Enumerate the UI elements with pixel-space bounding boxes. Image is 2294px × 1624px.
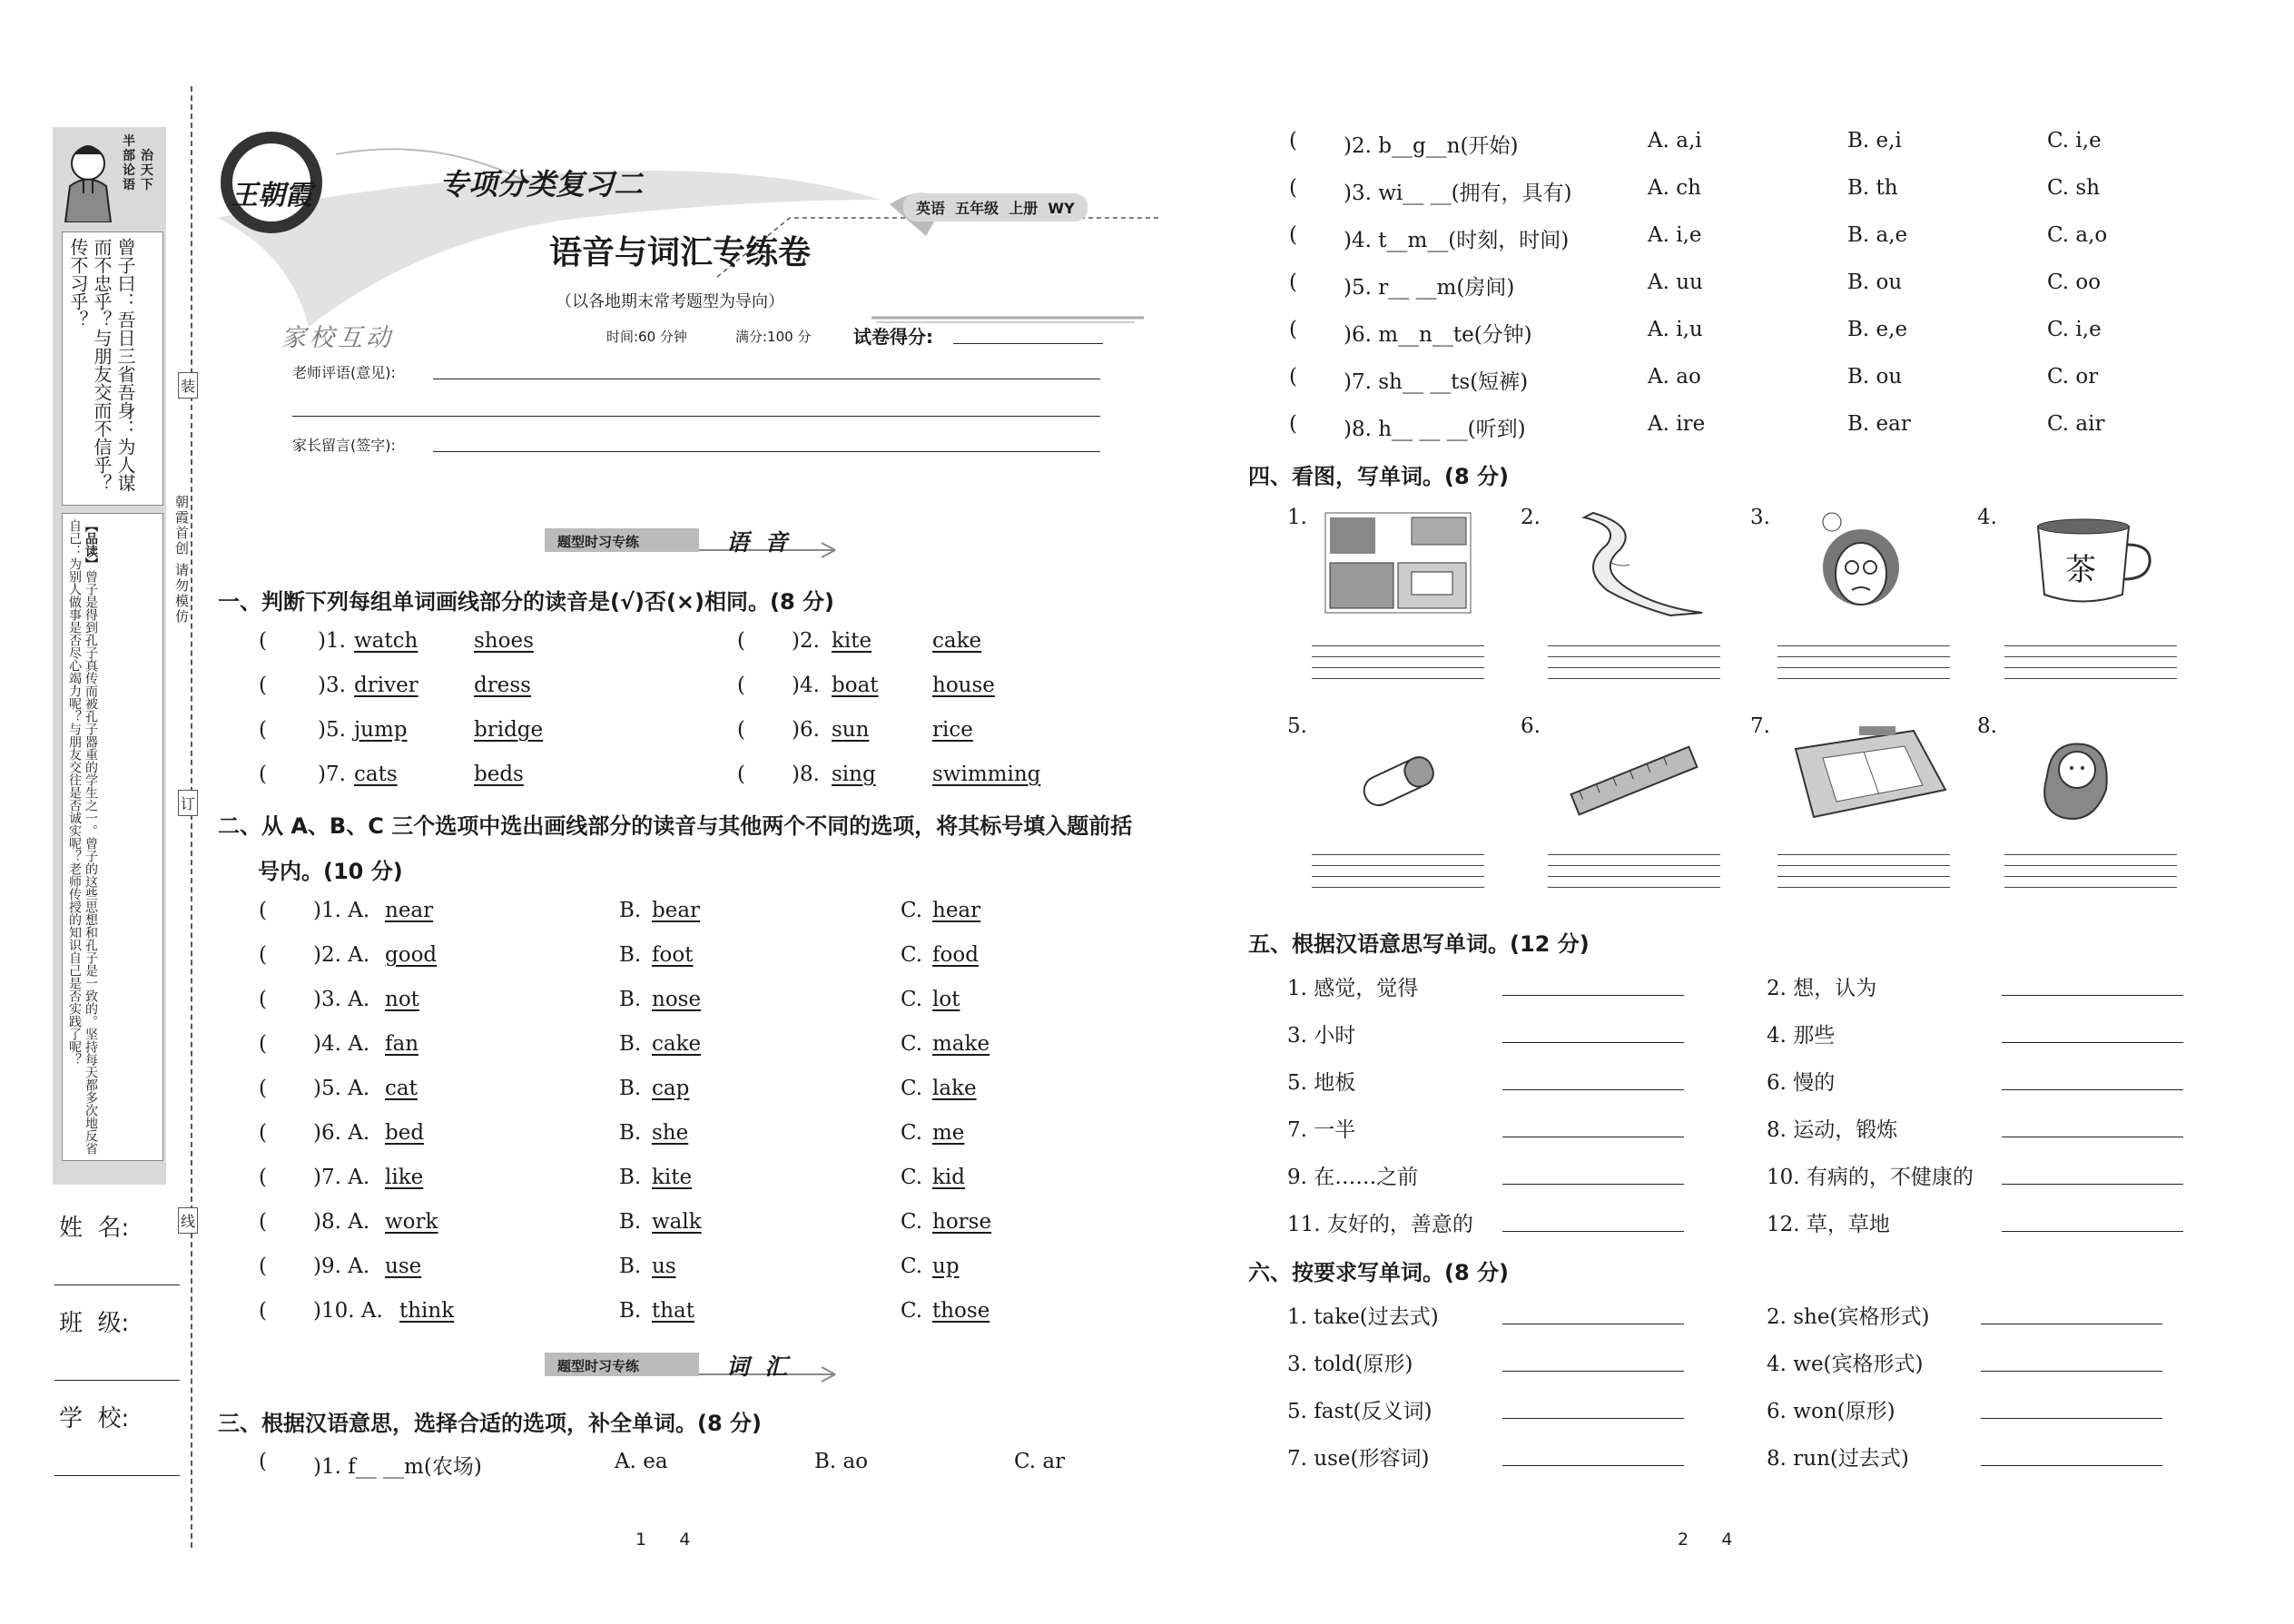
s2-label-c: C.	[901, 1032, 923, 1056]
s2-paren: (	[259, 1210, 267, 1234]
home-school-label: 家校互动	[281, 324, 394, 352]
answer-lines[interactable]	[1312, 635, 1484, 684]
s5-prompt: 12. 草，草地	[1767, 1213, 1890, 1236]
s5-answer-field[interactable]	[1502, 1184, 1684, 1185]
s3-option-c: C. air	[2047, 412, 2105, 436]
s1-word: sun	[832, 718, 870, 742]
cut-line	[191, 86, 192, 1548]
s2-num: )10. A.	[313, 1299, 383, 1323]
s1-word: bridge	[474, 718, 544, 742]
s1-item: (	[737, 718, 745, 742]
s3-option-b: B. th	[1847, 176, 1898, 200]
s2-label-b: B.	[619, 1255, 642, 1278]
banner-tag: 题型时习专练	[557, 1358, 640, 1374]
s2-label-b: B.	[619, 943, 642, 967]
section5-title: 五、根据汉语意思写单词。(12 分)	[1248, 931, 1590, 957]
s2-option-c: those	[932, 1299, 990, 1323]
score-field[interactable]	[953, 343, 1103, 344]
pic-num: 6.	[1521, 714, 1541, 738]
s5-prompt: 11. 友好的，善意的	[1287, 1213, 1473, 1236]
s5-answer-field[interactable]	[1502, 995, 1684, 996]
s2-option-c: lake	[932, 1077, 977, 1100]
s5-prompt: 7. 一半	[1287, 1118, 1356, 1142]
s3-question: )3. wi__ __(拥有，具有)	[1344, 182, 1572, 205]
s3-paren: (	[1289, 318, 1297, 341]
s2-option-a: fan	[385, 1032, 419, 1056]
section1-title: 一、判断下列每组单词画线部分的读音是(√)否(×)相同。(8 分)	[218, 589, 834, 615]
s5-prompt: 6. 慢的	[1767, 1071, 1836, 1095]
s2-option-a: not	[385, 988, 419, 1011]
s2-option-c: make	[932, 1032, 990, 1056]
s3-option-a: A. uu	[1648, 271, 1703, 294]
cut-mark: 订	[178, 790, 198, 816]
s2-label-b: B.	[619, 1121, 642, 1145]
s3-option-a: A. ch	[1648, 176, 1701, 200]
s2-num: )3. A.	[313, 988, 370, 1011]
s2-option-b: cake	[652, 1032, 702, 1056]
sausage-picture	[1321, 726, 1475, 835]
s1-word: beds	[474, 763, 524, 786]
s1-word: boat	[832, 674, 879, 697]
s1-word: shoes	[474, 629, 534, 653]
s2-paren: (	[259, 1166, 267, 1189]
s6-answer-field[interactable]	[1981, 1465, 2162, 1466]
s2-num: )2. A.	[313, 943, 370, 967]
s1-item: (	[737, 674, 745, 697]
s3-option-b: B. e,i	[1847, 129, 1902, 153]
banner-vocab: 词 汇	[726, 1353, 788, 1380]
s2-option-b: walk	[652, 1210, 702, 1234]
s1-item: (	[259, 674, 267, 697]
kitchen-picture	[1321, 508, 1475, 617]
answer-lines[interactable]	[1777, 635, 1950, 684]
school-field[interactable]	[54, 1475, 180, 1476]
s3-question: )5. r__ __m(房间)	[1344, 276, 1515, 300]
s1-word: kite	[832, 629, 872, 653]
s1-item: (	[259, 763, 267, 786]
s1-word: cats	[354, 763, 398, 786]
s1-num: )2.	[792, 629, 820, 653]
s2-num: )4. A.	[313, 1032, 370, 1056]
reading-label: 【品读】	[84, 519, 98, 570]
s2-option-c: hear	[932, 899, 981, 922]
s2-paren: (	[259, 899, 267, 922]
parent-comment-line[interactable]	[433, 451, 1100, 452]
brand-name: 王朝霞	[231, 180, 312, 212]
exam-time: 时间:60 分钟	[606, 329, 687, 345]
s3-option-a: A. a,i	[1648, 129, 1702, 153]
s3-option-b: B. a,e	[1847, 223, 1908, 247]
s3-option-b: B. ear	[1847, 412, 1911, 436]
tea-char: 茶	[2065, 552, 2096, 588]
s3-option-b: B. e,e	[1847, 318, 1908, 341]
s2-option-b: kite	[652, 1166, 693, 1189]
s5-answer-field[interactable]	[1502, 1042, 1684, 1043]
section6-title: 六、按要求写单词。(8 分)	[1248, 1260, 1509, 1285]
s1-word: sing	[832, 763, 876, 786]
s2-label-c: C.	[901, 899, 923, 922]
s5-answer-field[interactable]	[1502, 1089, 1684, 1090]
s3-option-c: C. ar	[1014, 1450, 1066, 1473]
s2-option-a: good	[385, 943, 438, 967]
s3-question: )1. f__ __m(农场)	[313, 1455, 482, 1479]
s5-answer-field[interactable]	[2002, 1184, 2183, 1185]
s6-prompt: 4. we(宾格形式)	[1767, 1353, 1924, 1376]
s1-item: (	[259, 718, 267, 742]
s2-paren: (	[259, 1121, 267, 1145]
s2-label-c: C.	[901, 1077, 923, 1100]
s2-option-c: up	[932, 1255, 960, 1278]
section2-title-cont: 号内。(10 分)	[258, 859, 403, 884]
vocab-banner	[545, 1349, 849, 1385]
s5-prompt: 9. 在……之前	[1287, 1166, 1419, 1189]
s2-option-b: cap	[652, 1077, 690, 1100]
s5-answer-field[interactable]	[2002, 1089, 2183, 1090]
s1-num: )6.	[792, 718, 820, 742]
answer-lines[interactable]	[1548, 635, 1720, 684]
s3-option-b: B. ao	[814, 1450, 869, 1473]
s6-answer-field[interactable]	[1981, 1371, 2162, 1372]
s2-paren: (	[259, 1077, 267, 1100]
s3-option-c: C. sh	[2047, 176, 2101, 200]
name-field-label: 姓 名:	[59, 1215, 130, 1242]
pic-num: 3.	[1750, 506, 1770, 529]
s1-num: )3.	[318, 674, 346, 697]
motto-title: 半 部 论 语 治 天 下	[123, 134, 153, 192]
s2-label-b: B.	[619, 1077, 642, 1100]
s6-answer-field[interactable]	[1502, 1465, 1684, 1466]
s2-option-a: cat	[385, 1077, 418, 1100]
playground-picture	[1777, 722, 1950, 826]
s6-answer-field[interactable]	[1502, 1418, 1684, 1419]
angry-woman-picture	[1788, 508, 1943, 617]
answer-lines[interactable]	[1777, 844, 1950, 893]
s2-num: )6. A.	[313, 1121, 370, 1145]
s6-prompt: 7. use(形容词)	[1287, 1447, 1430, 1471]
s2-option-b: nose	[652, 988, 702, 1011]
s2-option-c: lot	[932, 988, 960, 1011]
s5-prompt: 10. 有病的，不健康的	[1767, 1166, 1974, 1189]
s2-label-b: B.	[619, 899, 642, 922]
s2-option-b: foot	[652, 943, 694, 967]
s2-label-c: C.	[901, 1255, 923, 1278]
s3-question: )4. t__m__(时刻，时间)	[1344, 229, 1570, 252]
s1-num: )5.	[318, 718, 346, 742]
pic-num: 4.	[1977, 506, 1997, 529]
teacher-comment-label: 老师评语(意见):	[292, 364, 396, 381]
s2-option-b: us	[652, 1255, 676, 1278]
s2-option-c: food	[932, 943, 979, 967]
page-title: 语音与词汇专练卷	[549, 233, 812, 271]
s1-word: house	[932, 674, 995, 697]
s2-label-c: C.	[901, 1210, 923, 1234]
s6-prompt: 1. take(过去式)	[1287, 1305, 1439, 1329]
s1-num: )8.	[792, 763, 820, 786]
s2-label-b: B.	[619, 988, 642, 1011]
s2-label-c: C.	[901, 1166, 923, 1189]
s3-option-a: A. ea	[615, 1450, 668, 1473]
s2-option-a: bed	[385, 1121, 425, 1145]
s5-prompt: 8. 运动，锻炼	[1767, 1118, 1898, 1142]
s2-label-b: B.	[619, 1032, 642, 1056]
s2-label-b: B.	[619, 1210, 642, 1234]
s1-word: dress	[474, 674, 531, 697]
banner-tag: 题型时习专练	[557, 534, 640, 550]
s5-answer-field[interactable]	[2002, 1042, 2183, 1043]
section2-title: 二、从 A、B、C 三个选项中选出画线部分的读音与其他两个不同的选项，将其标号填入题前括	[218, 813, 1133, 839]
s6-answer-field[interactable]	[1981, 1418, 2162, 1419]
s2-num: )9. A.	[313, 1255, 370, 1278]
s6-answer-field[interactable]	[1502, 1371, 1684, 1372]
s3-option-b: B. ou	[1847, 271, 1903, 294]
s2-option-a: use	[385, 1255, 422, 1278]
s3-paren: (	[1289, 412, 1297, 436]
ruler-picture	[1557, 726, 1711, 835]
s3-paren: (	[1289, 271, 1297, 294]
s2-paren: (	[259, 1255, 267, 1278]
section4-title: 四、看图，写单词。(8 分)	[1248, 464, 1509, 489]
pic-num: 8.	[1977, 714, 1997, 738]
meta-bar: 英语 五年级 上册 WY	[903, 193, 1088, 221]
quote-box	[62, 231, 163, 506]
s1-word: cake	[932, 629, 982, 653]
s2-paren: (	[259, 943, 267, 967]
reading-text: 曾子是得到孔子真传而被孔子器重的学生之一。曾子的这些思想和孔子是一致的。坚持每天都多次地反省自己：为别人做事是否尽心竭力呢？与朋友交往是否诚实呢？老师传授的知识自己是否实践了呢？	[67, 519, 98, 1155]
s1-item: (	[737, 629, 745, 653]
s3-option-c: C. a,o	[2047, 223, 2108, 247]
s6-prompt: 5. fast(反义词)	[1287, 1400, 1433, 1423]
s3-paren: (	[1289, 223, 1297, 247]
confucius-avatar	[56, 132, 120, 222]
s6-prompt: 2. she(宾格形式)	[1767, 1305, 1930, 1329]
s2-option-c: horse	[932, 1210, 992, 1234]
s3-option-b: B. ou	[1847, 365, 1903, 389]
page-number-left: 1 4	[635, 1530, 691, 1550]
series-title: 专项分类复习二	[439, 167, 644, 202]
s2-num: )7. A.	[313, 1166, 370, 1189]
s2-num: )1. A.	[313, 899, 370, 922]
s3-question: )6. m__n__te(分钟)	[1344, 323, 1532, 347]
s6-prompt: 8. run(过去式)	[1767, 1447, 1909, 1471]
subtitle: （以各地期末常考题型为导向）	[556, 292, 784, 311]
s2-label-b: B.	[619, 1299, 642, 1323]
s2-option-a: like	[385, 1166, 424, 1189]
s1-word: rice	[932, 718, 973, 742]
section3-title: 三、根据汉语意思，选择合适的选项，补全单词。(8 分)	[218, 1411, 762, 1436]
s3-option-a: A. ao	[1648, 365, 1701, 389]
s3-option-c: C. i,e	[2047, 318, 2102, 341]
s1-num: )7.	[318, 763, 346, 786]
s3-paren: (	[1289, 365, 1297, 389]
s5-prompt: 2. 想，认为	[1767, 977, 1877, 1000]
answer-lines[interactable]	[1312, 844, 1484, 893]
s2-label-c: C.	[901, 1121, 923, 1145]
s3-option-c: C. or	[2047, 365, 2099, 389]
s6-prompt: 6. won(原形)	[1767, 1400, 1895, 1423]
s5-answer-field[interactable]	[1502, 1231, 1684, 1232]
pic-num: 7.	[1750, 714, 1770, 738]
parent-comment-label: 家长留言(签字):	[292, 437, 396, 454]
s1-word: swimming	[932, 763, 1041, 786]
s3-question: )2. b__g__n(开始)	[1344, 134, 1519, 158]
s5-answer-field[interactable]	[2002, 1231, 2183, 1232]
s2-option-a: work	[385, 1210, 438, 1234]
page-number-right: 2 4	[1678, 1530, 1733, 1550]
s5-prompt: 1. 感觉，觉得	[1287, 977, 1419, 1000]
banner-phonetics: 语 音	[726, 529, 788, 556]
s2-label-c: C.	[901, 943, 923, 967]
s1-word: jump	[354, 718, 408, 742]
s1-num: )1.	[318, 629, 346, 653]
side-note: 朝霞首创 请勿模仿	[173, 495, 190, 625]
baby-picture	[2015, 726, 2170, 835]
pic-num: 5.	[1287, 714, 1307, 738]
s3-option-a: A. i,u	[1648, 318, 1703, 341]
pic-num: 2.	[1521, 506, 1541, 529]
s3-option-c: C. i,e	[2047, 129, 2102, 153]
s5-prompt: 4. 那些	[1767, 1024, 1836, 1048]
answer-lines[interactable]	[2004, 635, 2177, 684]
s2-option-c: kid	[932, 1166, 966, 1189]
s3-option-c: C. oo	[2047, 271, 2102, 294]
s2-label-c: C.	[901, 988, 923, 1011]
quote-text: 曾子曰：吾日三省吾身：为人谋而不忠乎？与朋友交而不信乎？传不习乎？	[67, 238, 136, 492]
s5-answer-field[interactable]	[2002, 995, 2183, 996]
s2-option-b: that	[652, 1299, 695, 1323]
s3-option-a: A. ire	[1648, 412, 1706, 436]
s3-paren: (	[1289, 176, 1297, 200]
s6-prompt: 3. told(原形)	[1287, 1353, 1413, 1376]
exam-score-label: 试卷得分:	[853, 326, 933, 348]
s3-question: )7. sh__ __ts(短裤)	[1344, 370, 1529, 394]
teacher-comment-line[interactable]	[292, 416, 1100, 417]
s2-option-c: me	[932, 1121, 965, 1145]
s3-paren: (	[1289, 129, 1297, 153]
name-field[interactable]	[54, 1284, 180, 1285]
answer-lines[interactable]	[2004, 844, 2177, 893]
s2-paren: (	[259, 1299, 267, 1323]
s3-question: )8. h__ __ __(听到)	[1344, 418, 1526, 441]
s2-paren: (	[259, 988, 267, 1011]
s1-item: (	[737, 763, 745, 786]
cut-mark: 装	[178, 372, 198, 399]
s2-paren: (	[259, 1032, 267, 1056]
s1-word: watch	[354, 629, 418, 653]
s5-prompt: 5. 地板	[1287, 1071, 1356, 1095]
s1-item: (	[259, 629, 267, 653]
cut-mark: 线	[178, 1207, 198, 1234]
s2-num: )5. A.	[313, 1077, 370, 1100]
s2-label-b: B.	[619, 1166, 642, 1189]
reading-box	[62, 513, 163, 1161]
s2-option-b: bear	[652, 899, 701, 922]
class-field[interactable]	[54, 1380, 180, 1381]
tea-cup-picture	[2015, 508, 2170, 617]
school-field-label: 学 校:	[59, 1405, 130, 1432]
pic-num: 1.	[1287, 506, 1307, 529]
s2-option-b: she	[652, 1121, 689, 1145]
s5-prompt: 3. 小时	[1287, 1024, 1356, 1048]
exam-full-score: 满分:100 分	[735, 329, 812, 345]
s2-label-c: C.	[901, 1299, 923, 1323]
class-field-label: 班 级:	[59, 1310, 130, 1337]
river-picture	[1557, 508, 1711, 617]
s2-num: )8. A.	[313, 1210, 370, 1234]
phonetics-banner	[545, 525, 849, 561]
s1-word: driver	[354, 674, 418, 697]
answer-lines[interactable]	[1548, 844, 1720, 893]
s2-option-a: near	[385, 899, 434, 922]
s1-num: )4.	[792, 674, 820, 697]
s3-option-a: A. i,e	[1648, 223, 1702, 247]
s3-paren: (	[259, 1450, 267, 1473]
s2-option-a: think	[399, 1299, 455, 1323]
